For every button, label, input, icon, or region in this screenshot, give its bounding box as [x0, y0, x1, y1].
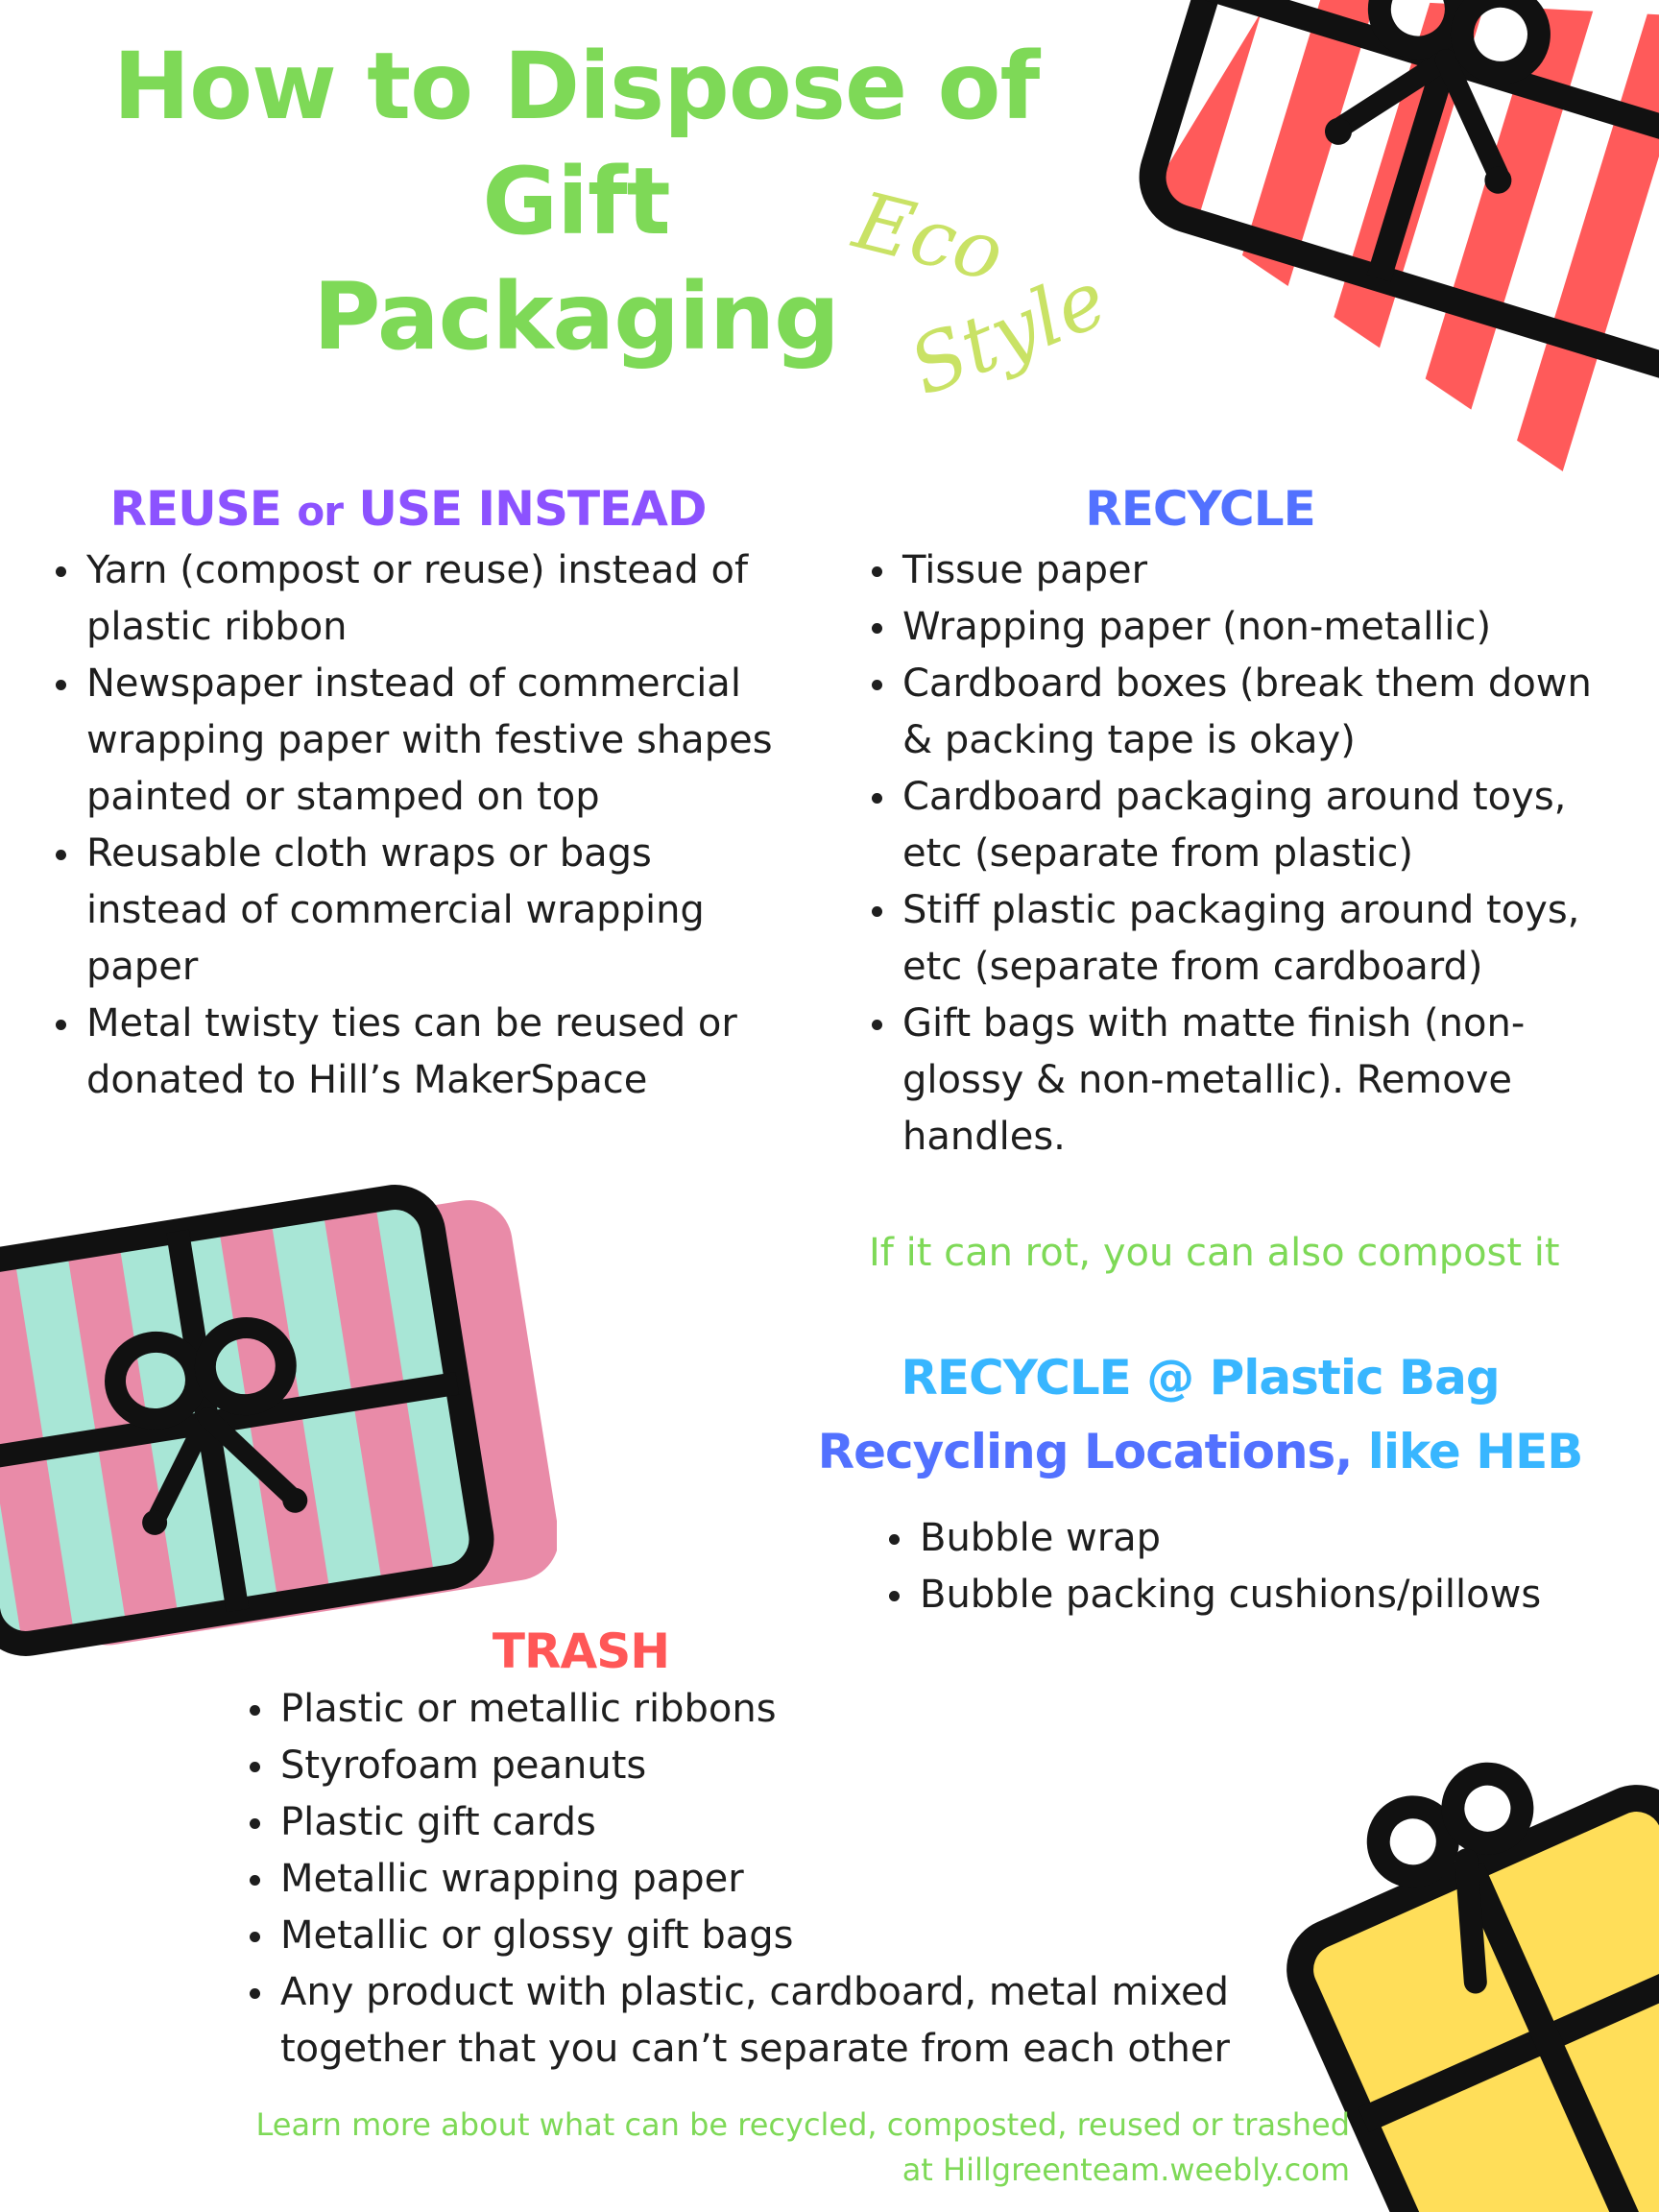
title-line-2: Packaging: [313, 263, 839, 371]
plastic-bag-heading-line-2: [787, 1423, 1613, 1480]
list-item: Plastic gift cards: [244, 1794, 1329, 1851]
reuse-heading-or: or: [297, 488, 343, 535]
reuse-heading: [58, 480, 758, 541]
list-item: Cardboard boxes (break them down & packing tape is okay): [866, 656, 1615, 769]
list-item: Styrofoam peanuts: [244, 1738, 1329, 1794]
list-item: Plastic or metallic ribbons: [244, 1681, 1329, 1738]
reuse-heading-use-instead: USE INSTEAD: [358, 481, 707, 537]
list-item: Tissue paper: [866, 542, 1615, 599]
eco-tag: Eco: [845, 175, 1013, 301]
list-item: Reusable cloth wraps or bags instead of commercial wrapping paper: [50, 826, 799, 996]
list-item: Wrapping paper (non-metallic): [866, 599, 1615, 656]
list-item: Stiff plastic packaging around toys, etc (separate from cardboard): [866, 882, 1615, 996]
list-item: Any product with plastic, cardboard, metal mixed together that you can’t separate from each other: [244, 1964, 1329, 2078]
mint-striped-gift-icon: [0, 1181, 557, 1661]
list-item: Newspaper instead of commercial wrapping paper with festive shapes painted or stamped on top: [50, 656, 799, 826]
list-item: Metallic or glossy gift bags: [244, 1908, 1329, 1964]
trash-heading: TRASH: [492, 1623, 670, 1679]
plastic-bag-list: [883, 1510, 1613, 1623]
list-item: Cardboard packaging around toys, etc (separate from plastic): [866, 769, 1615, 882]
title-line-1: How to Dispose of Gift: [112, 33, 1040, 255]
red-striped-gift-icon: [1104, 0, 1659, 480]
list-item: Gift bags with matte finish (non-glossy & non-metallic). Remove handles.: [866, 996, 1615, 1166]
reuse-list: [50, 542, 799, 1109]
compost-note: If it can rot, you can also compost it: [869, 1231, 1560, 1275]
list-item: Yarn (compost or reuse) instead of plastic ribbon: [50, 542, 799, 656]
footer: [198, 2103, 1350, 2193]
plastic-bag-heading-line-1: RECYCLE @ Plastic Bag: [901, 1350, 1500, 1406]
reuse-heading-reuse: REUSE: [109, 481, 281, 537]
footer-link[interactable]: at Hillgreenteam.weebly.com: [902, 2152, 1350, 2188]
list-item: Bubble wrap: [883, 1510, 1613, 1567]
list-item: Bubble packing cushions/pillows: [883, 1567, 1613, 1623]
list-item: Metal twisty ties can be reused or donated to Hill’s MakerSpace: [50, 996, 799, 1109]
plastic-bag-heading-locations: Recycling Locations,: [817, 1424, 1353, 1479]
list-item: Metallic wrapping paper: [244, 1851, 1329, 1908]
footer-line-1: Learn more about what can be recycled, composted, reused or trashed: [255, 2106, 1350, 2143]
trash-list: [244, 1681, 1329, 2078]
recycle-heading: RECYCLE: [1085, 481, 1315, 537]
style-tag: Style: [897, 253, 1119, 414]
recycle-list: [866, 542, 1615, 1166]
plastic-bag-heading-heb: like HEB: [1367, 1424, 1583, 1479]
